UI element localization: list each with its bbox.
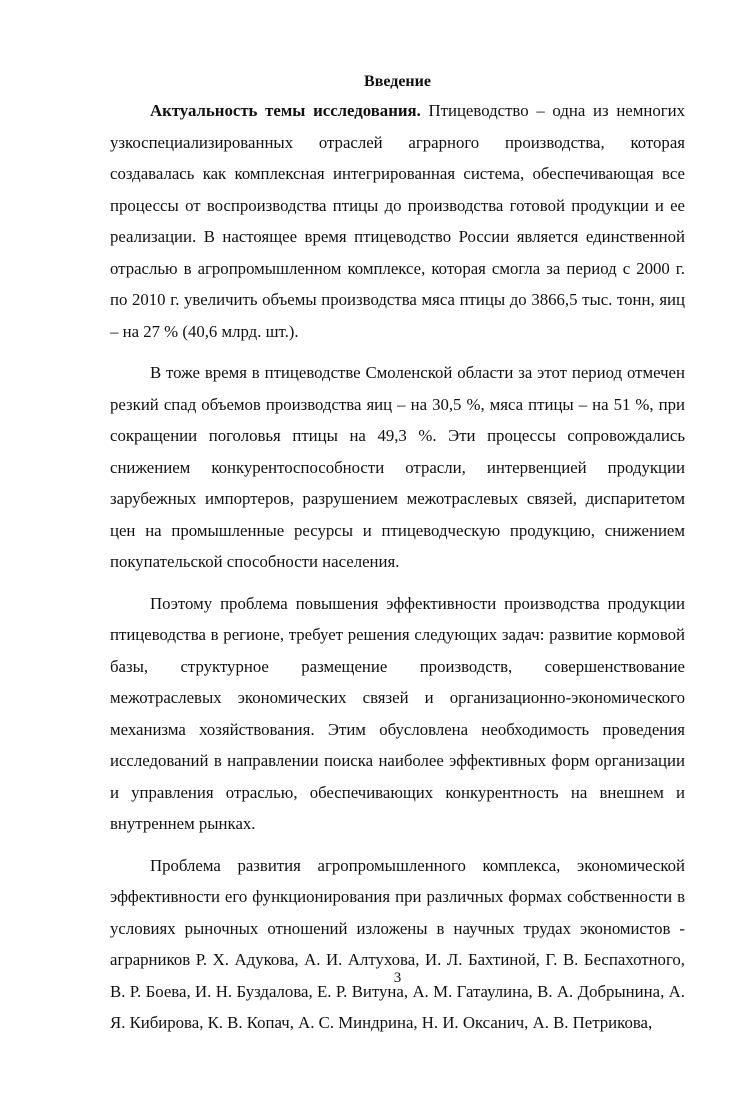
- paragraph-researchers: Проблема развития агропромышленного комплекса, экономической эффективности его функционирования при различных формах собственности в условиях рыночных отношений изложены в научных трудах экономистов - аграрников Р. Х. Адукова, А. И. Алтухова, И. Л. Бахтиной, Г. В. Беспахотного, В. Р. Боева, И. Н. Буздалова, Е. Р. Витуна, А. М. Гатаулина, В. А. Добрынина, А. Я. Кибирова, К. В. Копач, А. С. Миндрина, Н. И. Оксанич, А. В. Петрикова,: [110, 855, 685, 1032]
- paragraph-lead: Актуальность темы исследования.: [150, 101, 421, 120]
- document-page: [110, 0, 685, 1100]
- section-title: Введение: [364, 73, 431, 90]
- paragraph-smolensk-decline: В тоже время в птицеводстве Смоленской области за этот период отмечен резкий спад объемов производства яиц – на 30,5 %, мяса птицы – на 51 %, при сокращении поголовья птицы на 49,3 %. Эти процессы сопровождались снижением конкурентоспособности отрасли, интервенцией продукции зарубежных импортеров, разрушением межотраслевых связей, диспаритетом цен на промышленные ресурсы и птицеводческую продукцию, снижением покупательской способности населения.: [110, 363, 685, 571]
- page-number: 3: [393, 970, 402, 986]
- body-text: [110, 95, 685, 1039]
- paragraph-text: Птицеводство – одна из немногих узкоспециализированных отраслей аграрного производства, которая создавалась как комплексная интегрированная система, обеспечивающая все процессы от воспроизводства птицы до производства готовой продукции и ее реализации. В настоящее время птицеводство России является единственной отраслью в агропромышленном комплексе, которая смогла за период с 2000 г. по 2010 г. увеличить объемы производства мяса птицы до 3866,5 тыс. тонн, яиц – на 27 % (40,6 млрд. шт.).: [110, 101, 686, 341]
- paragraph-relevance: [110, 95, 685, 347]
- paragraph-problem-tasks: Поэтому проблема повышения эффективности производства продукции птицеводства в регионе, требует решения следующих задач: развитие кормовой базы, структурное размещение производств, совершенствование межотраслевых экономических связей и организационно-экономического механизма хозяйствования. Этим обусловлена необходимость проведения исследований в направлении поиска наиболее эффективных форм организации и управления отраслью, обеспечивающих конкурентность на внешнем и внутреннем рынках.: [110, 593, 685, 833]
